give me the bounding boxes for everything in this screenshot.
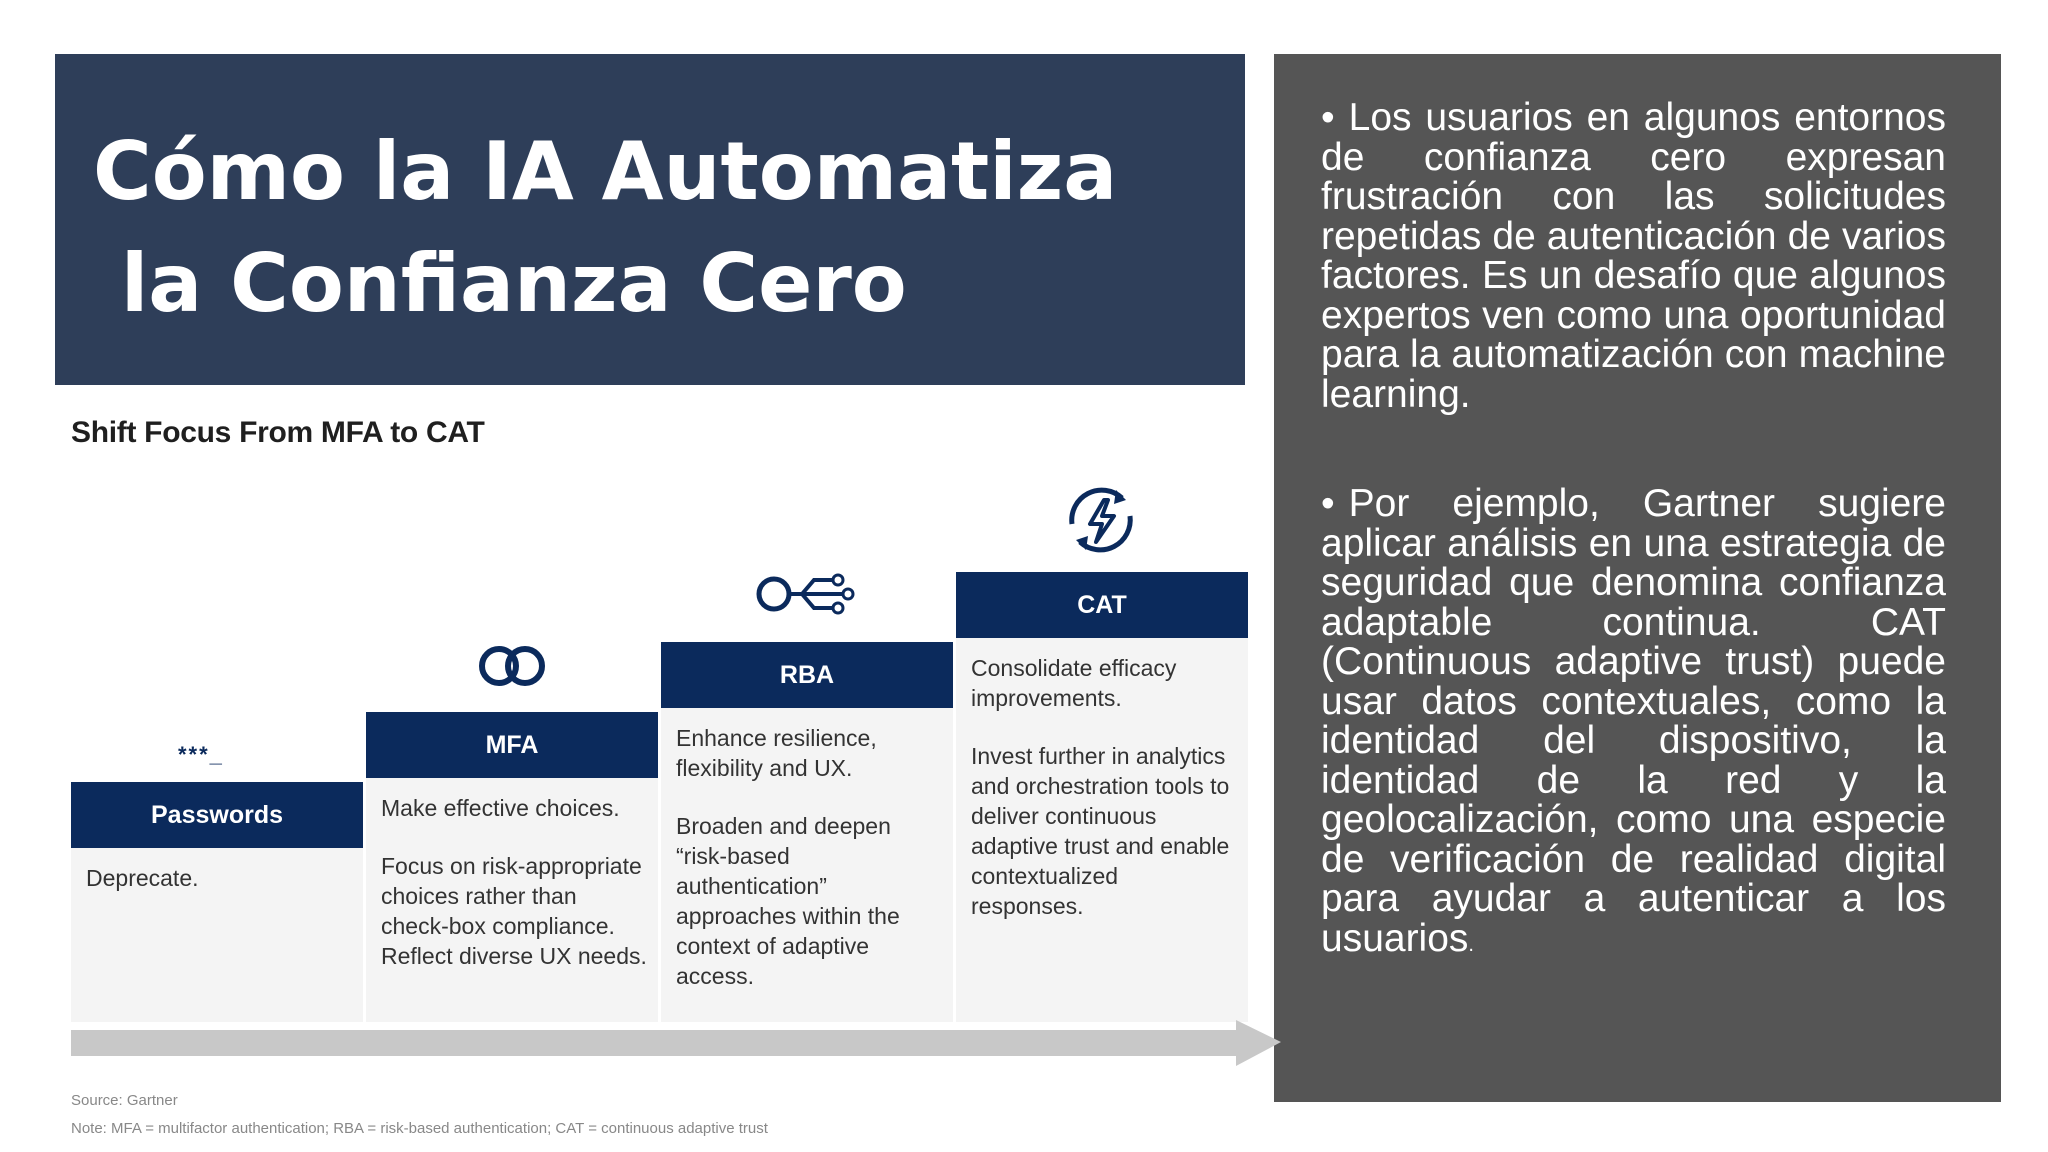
figure-note: Note: MFA = multifactor authentication; RBA = risk-based authentication; CAT = continuous adaptive trust <box>71 1120 768 1137</box>
bullet-dot: • <box>1321 482 1335 525</box>
slide-title-box <box>55 54 1245 385</box>
bullet-panel <box>1274 54 2001 1102</box>
bullet-paragraph-1 <box>1321 98 1946 414</box>
slide-title-line-1: Cómo la IA Automatiza <box>93 125 1118 218</box>
step-header-rba: RBA <box>661 642 953 708</box>
bullet-text-2: Por ejemplo, Gartner sugiere aplicar análisis en una estrategia de seguridad que denomina confianza adaptable continua. CAT (Continuous adaptive trust) puede usar datos contextuales, como la identidad del dispositivo, la identidad de la red y la geolocalización, como una especie de verificación de realidad digital para ayudar a autenticar a los usuarios <box>1321 482 1946 960</box>
step-header-passwords: Passwords <box>71 782 363 848</box>
figure-source: Source: Gartner <box>71 1092 178 1109</box>
gartner-figure <box>40 414 1270 1152</box>
adaptive-lightning-icon <box>1056 480 1146 560</box>
step-text-cat-2: Invest further in analytics and orchestration tools to deliver continuous adaptive trust and enable contextualized responses. <box>971 743 1230 919</box>
step-text-rba <box>676 723 942 1019</box>
password-dots-icon: ***_ <box>178 742 224 767</box>
trailing-period: . <box>1468 933 1474 956</box>
step-text-passwords <box>86 863 351 921</box>
bullet-dot: • <box>1321 96 1335 139</box>
step-text-mfa-2: Focus on risk-appropriate choices rather than check-box compliance. Reflect diverse UX needs. <box>381 853 647 969</box>
step-text-cat <box>971 653 1231 949</box>
bullet-text-1: Los usuarios en algunos entornos de confianza cero expresan frustración con las solicitudes repetidas de autenticación de varios factores. Es un desafío que algunos expertos ven como una oportunidad para la automatización con machine learning. <box>1321 96 1946 416</box>
link-rings-icon <box>472 636 552 696</box>
progress-arrow <box>71 1020 1281 1070</box>
step-text-rba-2: Broaden and deepen “risk-based authentication” approaches within the context of adaptive access. <box>676 813 900 989</box>
step-text-passwords-1: Deprecate. <box>86 865 199 891</box>
step-header-cat: CAT <box>956 572 1248 638</box>
step-text-rba-1: Enhance resilience, flexibility and UX. <box>676 725 877 781</box>
figure-title: Shift Focus From MFA to CAT <box>71 416 485 449</box>
step-text-cat-1: Consolidate efficacy improvements. <box>971 655 1177 711</box>
bullet-paragraph-2 <box>1321 484 1946 965</box>
step-header-mfa: MFA <box>366 712 658 778</box>
circuit-key-icon <box>752 564 862 624</box>
step-text-mfa-1: Make effective choices. <box>381 795 620 821</box>
step-text-mfa <box>381 793 649 999</box>
slide-title-line-2: la Confianza Cero <box>93 237 907 330</box>
